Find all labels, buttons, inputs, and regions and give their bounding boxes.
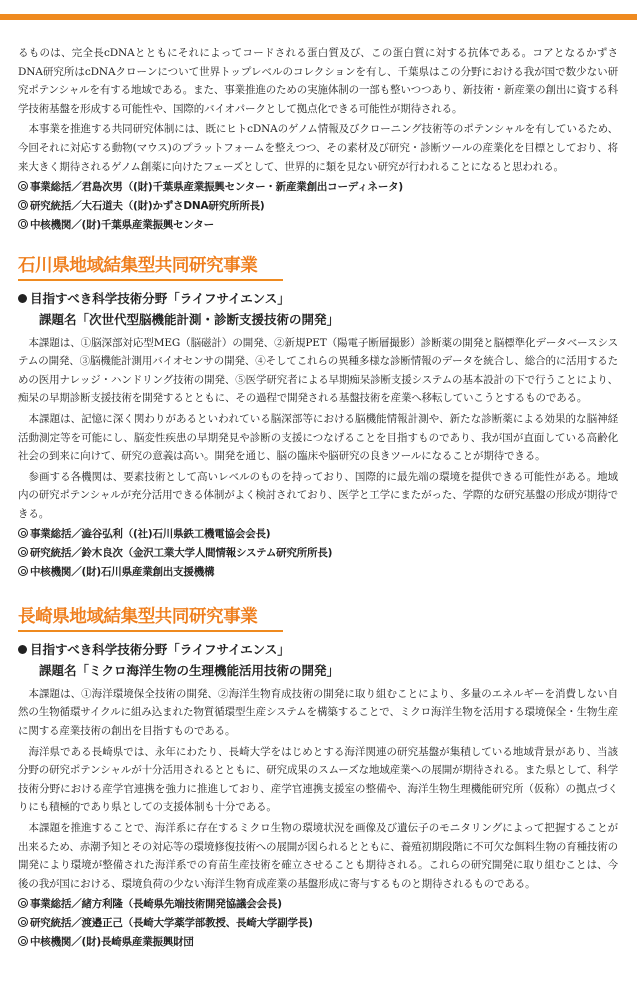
double-circle-icon <box>18 200 28 210</box>
section-title: 石川県地域結集型共同研究事業 <box>18 255 258 276</box>
body-paragraph: 本課題は、記憶に深く関わりがあるといわれている脳深部等における脳機能情報計測や、新たな診断薬による効果的な脳神経活動測定等を可能にし、脳変性疾患の早期発見や診断の支援につなげることを目指すものであり、我が国が直面している高齢化社会の到来に向けて、研究の意義は高い。開発を通じ、脳の臨床や脳研究の良きツールになることが期待できる。 <box>18 412 618 463</box>
body-paragraph: 参画する各機関は、要素技術として高いレベルのものを持っており、国際的に最先端の環境を提供できる可能性がある。地域内の研究ポテンシャルが充分活用できる体制がよく検討されており、医学と工学にまたがった、学際的な研究基盤の形成が期待できる。 <box>18 470 618 520</box>
document-body <box>18 44 618 952</box>
title-underline <box>18 630 283 632</box>
body-paragraph: るものは、完全長cDNAとともにそれによってコードされる蛋白質及び、この蛋白質に対する抗体である。コアとなるかずさDNA研究所はcDNAクローンについて世界トップレベルのコレクションを有し、千葉県はこの分野における我が国で数少ない研究ポテンシャルを有する地域である。また、事業推進のための実施体制の一部も整いつつあり、新技術・新産業の創出に資する科学技術基盤を形成する可能性や、国際的バイオパークとして拠点化できる可能性が期待される。 <box>18 47 618 115</box>
chiba-section <box>18 44 618 235</box>
role-line: 中核機関／(財)長崎県産業振興財団 <box>18 933 618 952</box>
double-circle-icon <box>18 898 28 908</box>
body-paragraph: 海洋県である長崎県では、永年にわたり、長崎大学をはじめとする海洋関連の研究基盤が集積している地域背景があり、当該分野の研究ポテンシャルが十分活用されるとともに、研究成果のスムーズな地域産業への展開が期待される。また県として、科学技術分野における産学官連携を強力に推進しており、産学官連携支援室の整備や、海洋生物生理機能研究所（仮称）の拠点づくりにも積極的であり県としての支援体制も十分である。 <box>18 745 618 814</box>
role-line: 研究統括／鈴木良次（金沢工業大学人間情報システム研究所所長) <box>18 544 618 563</box>
role-line: 中核機関／(財)千葉県産業振興センター <box>18 216 618 235</box>
field-line: 目指すべき科学技術分野「ライフサイエンス」 <box>18 640 618 660</box>
body-paragraph: 本事業を推進する共同研究体制には、既にヒトcDNAのゲノム情報及びクローニング技術等のポテンシャルを有しているため、今回それに対応する動物(マウス)のプラットフォームを整えつつ、その素材及び研究・診断ツールの産業化を目標としており、将来大きく期待されるゲノム創薬に向けたフェーズとして、世界的に類を見ない研究が行われることになると思われる。 <box>18 123 618 173</box>
role-line: 事業総括／君島次男（(財)千葉県産業振興センター・新産業創出コーディネータ) <box>18 178 618 197</box>
double-circle-icon <box>18 219 28 229</box>
body-paragraph: 本課題を推進することで、海洋系に存在するミクロ生物の環境状況を画像及び遺伝子のモニタリングによって把握することが出来るため、赤潮予知とその対応等の環境修復技術への展開が図られるとともに、養殖初期段階に不可欠な餌料生物の育種技術の開発により環境が整備された海洋系での育苗生産技術を確立させることも期待される。これらの研究開発に取り組むことは、今後の我が国における、環境負荷の少ない海洋生物育成産業の基盤形成に寄与するものと期待されるものである。 <box>18 822 618 890</box>
ishikawa-section <box>18 253 618 582</box>
nagasaki-section <box>18 604 618 952</box>
double-circle-icon <box>18 936 28 946</box>
double-circle-icon <box>18 547 28 557</box>
body-paragraph: 本課題は、①海洋環境保全技術の開発、②海洋生物育成技術の開発に取り組むことにより、多量のエネルギーを消費しない自然の生物循環サイクルに組み込まれた物質循環型生産システムを構築することで、ミクロ海洋生物を活用する環境保全・生物生産に関する産業技術の創出を目指すものである。 <box>18 687 618 738</box>
role-line: 中核機関／(財)石川県産業創出支援機構 <box>18 563 618 582</box>
field-line: 目指すべき科学技術分野「ライフサイエンス」 <box>18 289 618 309</box>
role-line: 研究統括／渡邉正己（長崎大学薬学部教授、長崎大学副学長) <box>18 914 618 933</box>
double-circle-icon <box>18 917 28 927</box>
double-circle-icon <box>18 181 28 191</box>
theme-line: 課題名「次世代型脳機能計測・診断支援技術の開発」 <box>39 311 340 327</box>
bullet-icon <box>18 294 27 303</box>
role-line: 研究統括／大石道夫（(財)かずさDNA研究所所長) <box>18 197 618 216</box>
section-title: 長崎県地域結集型共同研究事業 <box>18 606 258 627</box>
double-circle-icon <box>18 528 28 538</box>
top-orange-rule <box>0 14 637 20</box>
theme-line: 課題名「ミクロ海洋生物の生理機能活用技術の開発」 <box>39 662 340 678</box>
role-line: 事業総括／緒方利隆（長崎県先端技術開発協議会会長) <box>18 895 618 914</box>
title-underline <box>18 279 283 281</box>
role-line: 事業総括／澁谷弘利（(社)石川県鉄工機電協会会長) <box>18 525 618 544</box>
top-banner <box>0 0 637 28</box>
double-circle-icon <box>18 566 28 576</box>
body-paragraph: 本課題は、①脳深部対応型MEG（脳磁計）の開発、②新規PET（陽電子断層撮影）診断薬の開発と脳標準化データベースシステムの開発、③脳機能計測用バイオセンサの開発、④そしてこれらの異種多様な診断情報のデータを統合し、総合的に活用するための医用ナレッジ・ハンドリング技術の開発、⑤医学研究者による早期痴呆診断支援システムの基本設計の下で行うことにより、痴呆の早期診断支援技術を開発するとともに、その過程で開発される基盤技術を産業へ移転していこうとするものである。 <box>18 336 618 405</box>
bullet-icon <box>18 645 27 654</box>
